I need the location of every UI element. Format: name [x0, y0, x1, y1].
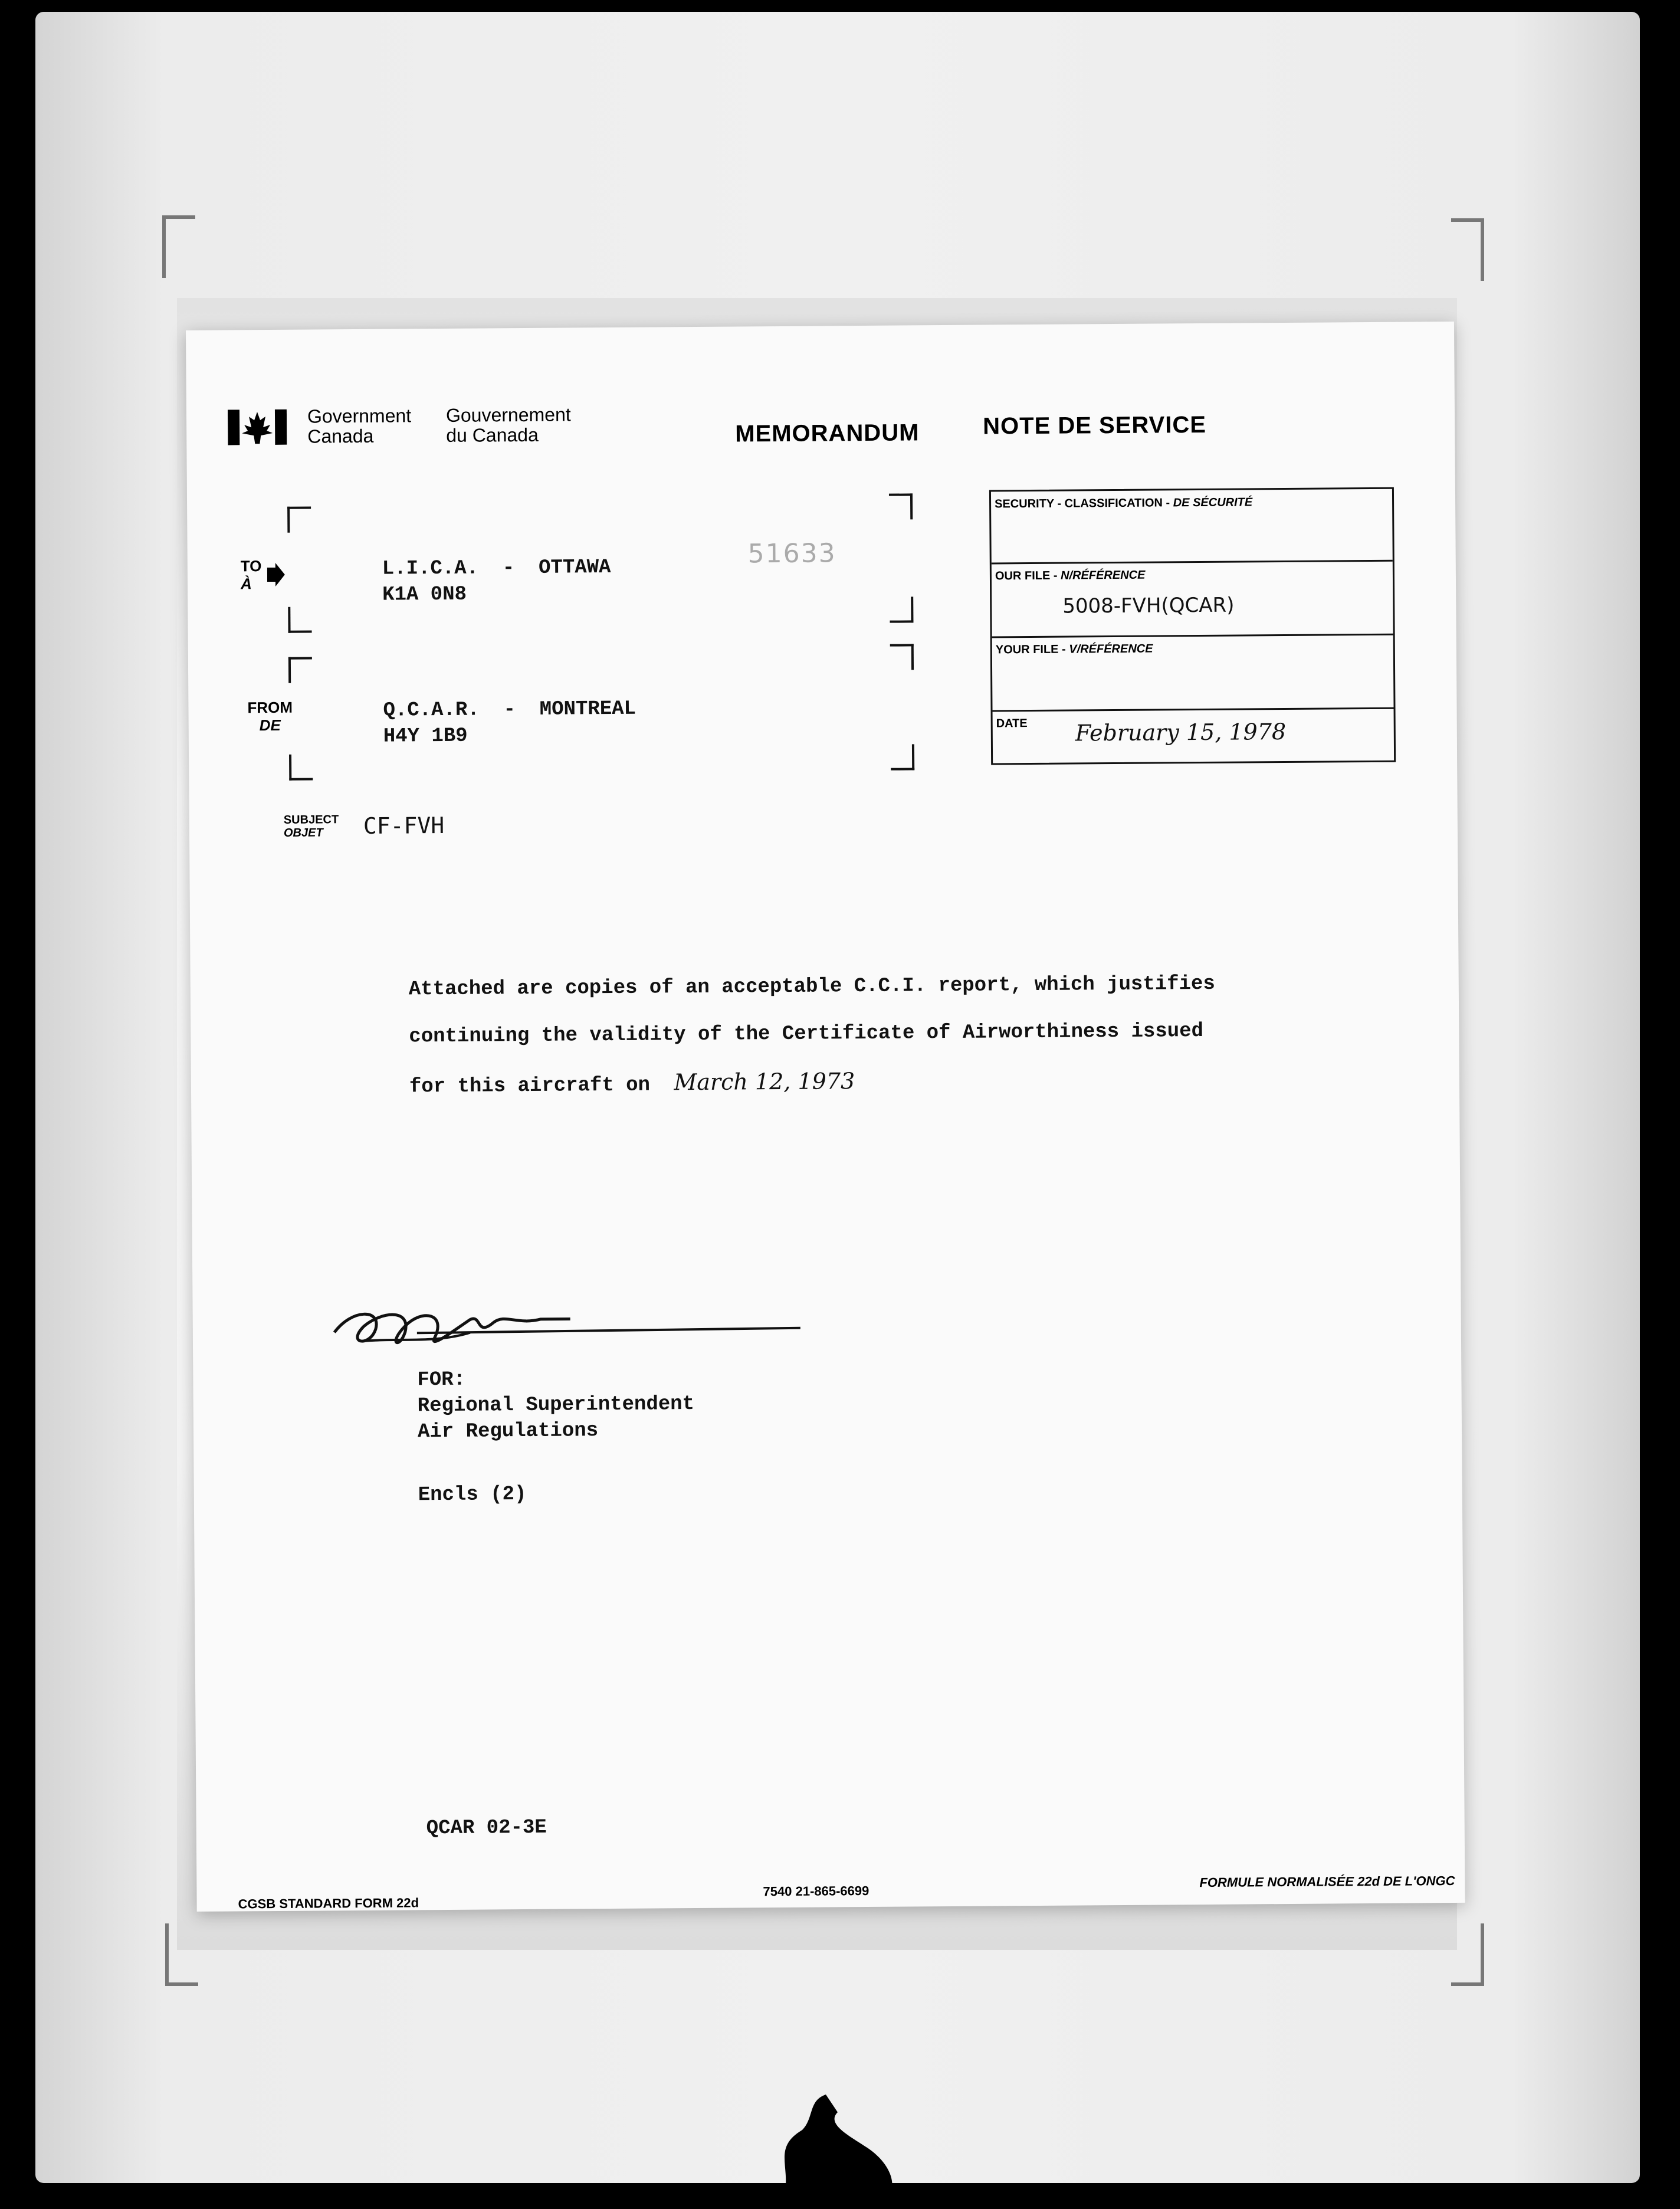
- date-label: DATE: [996, 717, 1028, 730]
- security-classification-label: SECURITY - CLASSIFICATION - DE SÉCURITÉ: [995, 496, 1253, 511]
- reference-box: [989, 487, 1396, 765]
- from-bracket-bottom-right: [891, 744, 914, 770]
- enclosures: Encls (2): [418, 1483, 527, 1507]
- your-file-label: YOUR FILE - V/RÉFÉRENCE: [995, 642, 1153, 657]
- body-line-3: for this aircraft on March 12, 1973: [409, 1068, 855, 1099]
- note-de-service-heading: NOTE DE SERVICE: [983, 411, 1207, 440]
- crop-mark-top-right: [1451, 218, 1484, 281]
- from-label: FROM DE: [247, 698, 293, 735]
- signature-for: FOR:: [417, 1368, 466, 1392]
- to-address: L.I.C.A. - OTTAWA K1A 0N8: [382, 556, 611, 607]
- from-address: Q.C.A.R. - MONTREAL H4Y 1B9: [383, 697, 636, 748]
- footer-left: CGSB STANDARD FORM 22d: [238, 1895, 419, 1912]
- footer-center: 7540 21-865-6699: [763, 1883, 869, 1899]
- reference-row-divider-2: [992, 634, 1393, 638]
- memo-body: [409, 961, 1216, 1111]
- to-bracket-top-right: [889, 493, 913, 519]
- subject-value: CF-FVH: [363, 812, 445, 839]
- body-line-1: Attached are copies of an acceptable C.C.I. report, which justifies: [408, 972, 1215, 1001]
- reference-row-divider-1: [992, 560, 1393, 565]
- signature-title-2: Air Regulations: [417, 1420, 599, 1444]
- to-label: TO À: [240, 557, 262, 593]
- from-bracket-top-right: [890, 644, 914, 670]
- canada-flag-logo: [228, 409, 287, 448]
- from-bracket-top-left: [288, 657, 312, 683]
- airworthiness-date: March 12, 1973: [674, 1068, 855, 1096]
- signature-title-1: Regional Superintendent: [417, 1393, 695, 1418]
- reference-row-divider-3: [993, 707, 1394, 712]
- footer-right: FORMULE NORMALISÉE 22d DE L'ONGC: [1199, 1873, 1455, 1890]
- to-bracket-bottom-right: [890, 597, 913, 622]
- our-file-label: OUR FILE - N/RÉFÉRENCE: [995, 568, 1146, 583]
- scan-artifact: [749, 2077, 903, 2198]
- to-arrow-icon: [267, 563, 285, 589]
- body-line-2: continuing the validity of the Certificate of Airworthiness issued: [409, 1020, 1204, 1048]
- crop-mark-top-left: [162, 215, 195, 278]
- from-bracket-bottom-left: [289, 755, 313, 781]
- memo-page: [186, 322, 1465, 1912]
- handwritten-signature: [328, 1294, 812, 1365]
- to-bracket-bottom-left: [288, 607, 311, 633]
- form-code: QCAR 02-3E: [426, 1816, 547, 1840]
- to-bracket-top-left: [287, 507, 311, 533]
- received-stamp: 51633: [747, 538, 836, 569]
- government-french: Gouvernement du Canada: [445, 404, 571, 446]
- subject-label: SUBJECT OBJET: [283, 813, 339, 840]
- memorandum-heading: MEMORANDUM: [735, 419, 920, 447]
- government-english: Government Canada: [307, 405, 412, 447]
- our-file-value: 5008-FVH(QCAR): [1062, 593, 1235, 618]
- date-value: February 15, 1978: [1075, 718, 1287, 746]
- signature-block: [417, 1365, 694, 1445]
